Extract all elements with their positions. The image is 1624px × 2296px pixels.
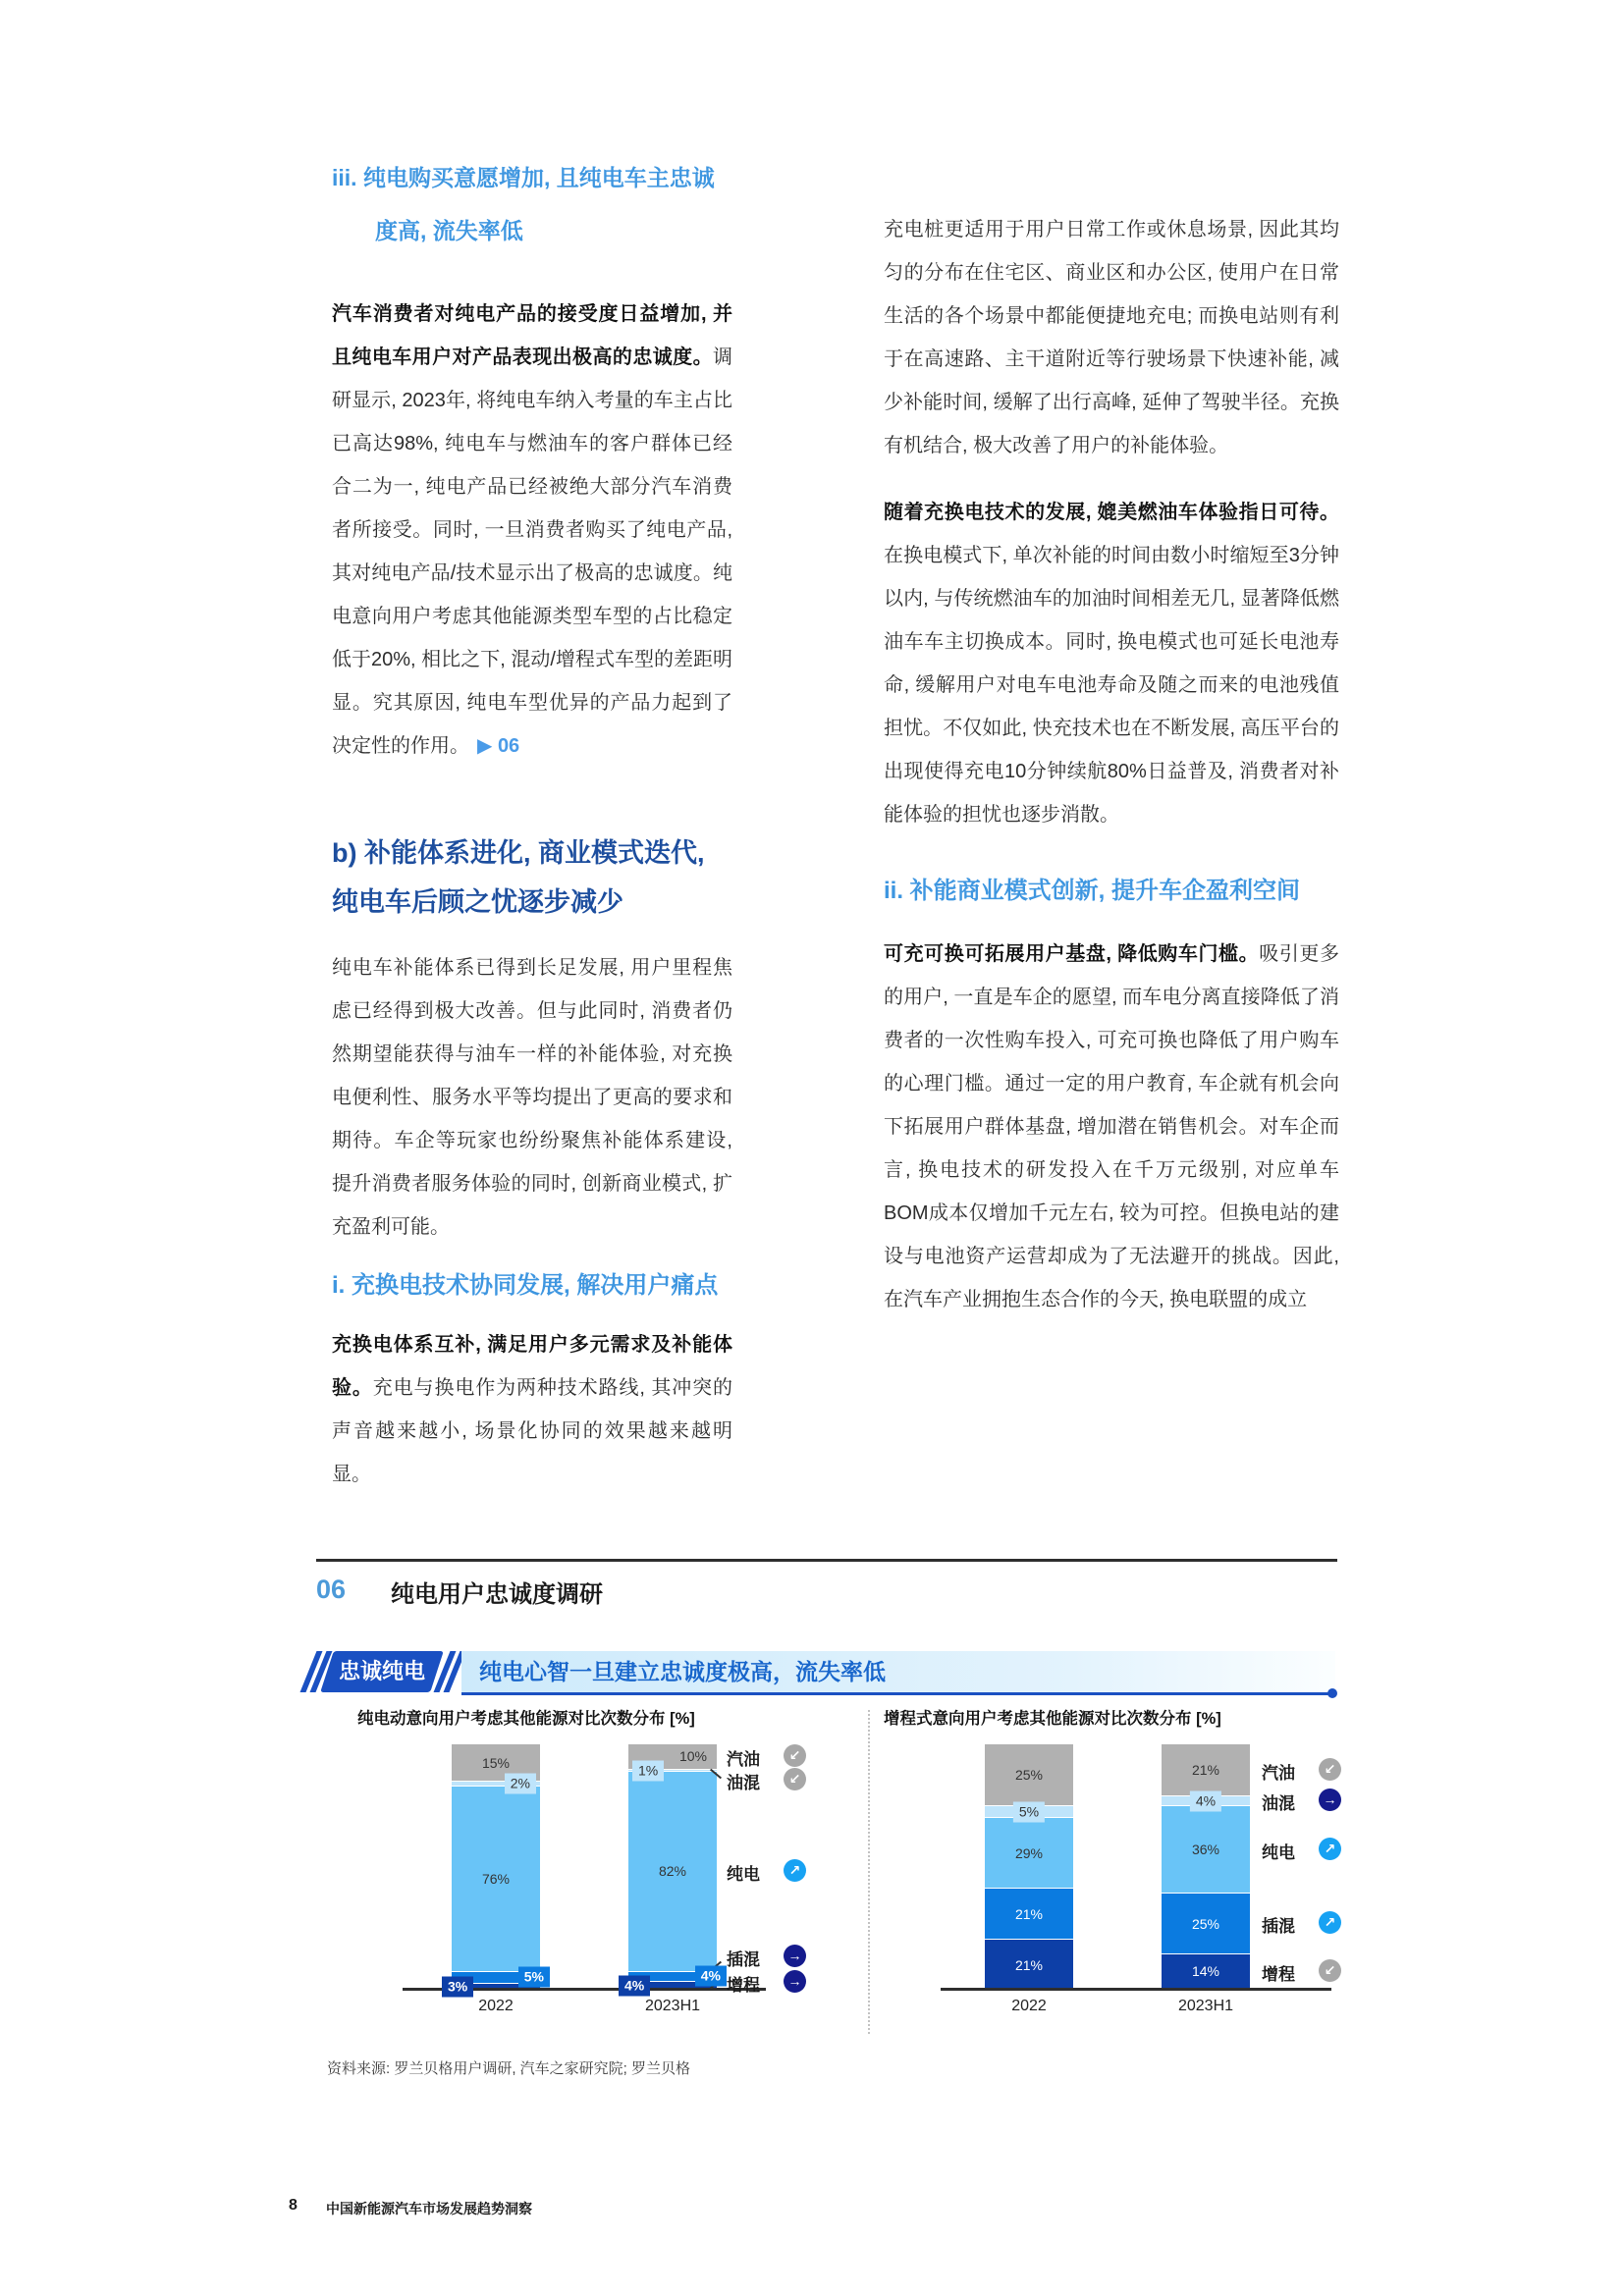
trend-flat-icon: → bbox=[784, 1945, 806, 1967]
legend-label-插混: 插混 bbox=[727, 1949, 760, 1969]
paragraph-lead: 汽车消费者对纯电产品的接受度日益增加, 并且纯电车用户对产品表现出极高的忠诚度。 bbox=[332, 303, 732, 368]
bar-segment-label: 82% bbox=[658, 1863, 687, 1880]
legend-label-纯电: 纯电 bbox=[727, 1864, 760, 1884]
bar-segment-label: 10% bbox=[678, 1748, 707, 1765]
banner-underline-dot bbox=[1327, 1688, 1337, 1698]
chart-erev-intenders bbox=[884, 1698, 1337, 2037]
bar-segment-label: 1% bbox=[632, 1760, 664, 1781]
footer-report-title: 中国新能源汽车市场发展趋势洞察 bbox=[326, 2201, 532, 2216]
section-heading-ii: ii. 补能商业模式创新, 提升车企盈利空间 bbox=[884, 878, 1301, 904]
bar-segment-label: 14% bbox=[1191, 1963, 1220, 1980]
right-paragraph-1: 充电桩更适用于用户日常工作或休息场景, 因此其均匀的分布在住宅区、商业区和办公区, 使用户在日常生活的各个场景中都能便捷地充电; 而换电站则有利于在高速路、主干道附近等行驶场景下快速补能, 减少补能时间, 缓解了出行高峰, 延伸了驾驶半径。充换有机结合, 极大改善了用户的补能体验。 bbox=[884, 219, 1339, 456]
banner-text: 纯电心智一旦建立忠诚度极高，流失率低 bbox=[461, 1651, 1335, 1692]
legend-label-汽油: 汽油 bbox=[727, 1750, 760, 1770]
trend-down-icon: ↙ bbox=[1319, 1959, 1341, 1982]
bar-segment-油混 bbox=[985, 1803, 1073, 1820]
source-note: 资料来源: 罗兰贝格用户调研, 汽车之家研究院; 罗兰贝格 bbox=[327, 2060, 691, 2077]
bar-segment-label: 3% bbox=[442, 1977, 473, 1998]
paragraph-text: 吸引更多的用户, 一直是车企的愿望, 而车电分离直接降低了消费者的一次性购车投入, 可充可换也降低了用户购车的心理门槛。通过一定的用户教育, 车企就有机会向下拓展用户群体基盘, 增加潜在销售机会。对车企而言, 换电技术的研发投入在千万元级别, 对应单车BOM成本仅增加千元左右, 较为可控。但换电站的建设与电池资产运营却成为了无法避开的挑战。因此, 在汽车产业拥抱生态合作的今天, 换电联盟的成立 bbox=[884, 943, 1339, 1310]
bar-segment-油混 bbox=[1162, 1792, 1250, 1809]
x-axis-label: 2022 bbox=[478, 1998, 514, 2014]
paragraph-lead: 可充可换可拓展用户基盘, 降低购车门槛。 bbox=[884, 943, 1260, 965]
bar-segment-label: 25% bbox=[1014, 1767, 1044, 1783]
right-paragraph-3 bbox=[884, 933, 1339, 1321]
left-column bbox=[332, 147, 732, 1496]
right-column bbox=[884, 147, 1339, 1321]
figure-top-rule bbox=[316, 1559, 1337, 1562]
trend-up-icon: ↗ bbox=[784, 1859, 806, 1882]
chart-bev-intenders bbox=[316, 1698, 868, 2037]
paragraph-text: 在换电模式下, 单次补能的时间由数小时缩短至3分钟以内, 与传统燃油车的加油时间相差无几, 显著降低燃油车车主切换成本。同时, 换电模式也可延长电池寿命, 缓解用户对电车电池寿命及随之而来的电池残值担忧。不仅如此, 快充技术也在不断发展, 高压平台的出现使得充电10分钟续航80%日益普及, 消费者对补能体验的担忧也逐步消散。 bbox=[884, 545, 1339, 826]
banner-badge-label: 忠诚纯电 bbox=[338, 1659, 425, 1683]
bar-segment-label: 21% bbox=[1191, 1762, 1220, 1779]
bar-segment-label: 25% bbox=[1191, 1915, 1220, 1932]
bar-segment-label: 4% bbox=[695, 1966, 727, 1987]
bar-segment-label: 29% bbox=[1014, 1844, 1044, 1861]
trend-flat-icon: → bbox=[1319, 1789, 1341, 1811]
bar-segment-label: 4% bbox=[619, 1975, 650, 1996]
right-paragraph-2 bbox=[884, 491, 1339, 836]
paragraph-text: 调研显示, 2023年, 将纯电车纳入考量的车主占比已高达98%, 纯电车与燃油车的客户群体已经合二为一, 纯电产品已经被绝大部分汽车消费者所接受。同时, 一旦消费者购买了纯电产品, 其对纯电产品/技术显示出了极高的忠诚度。纯电意向用户考虑其他能源类型车型的占比稳定低于20%, 相比之下, 混动/增程式车型的差距明显。究其原因, 纯电车型优异的产品力起到了决定性的作用。 bbox=[332, 347, 732, 757]
bar-segment-label: 76% bbox=[481, 1870, 511, 1887]
section-heading-b: b) 补能体系进化, 商业模式迭代, 纯电车后顾之忧逐步减少 bbox=[332, 838, 705, 917]
legend-label-汽油: 汽油 bbox=[1262, 1764, 1295, 1784]
x-axis-label: 2023H1 bbox=[1177, 1998, 1234, 2014]
trend-down-icon: ↙ bbox=[784, 1744, 806, 1767]
trend-up-icon: ↗ bbox=[1319, 1911, 1341, 1934]
left-paragraph-1 bbox=[332, 293, 732, 768]
bar-segment-纯电 bbox=[1162, 1805, 1250, 1893]
bar-segment-label: 21% bbox=[1014, 1956, 1044, 1973]
legend-label-油混: 油混 bbox=[727, 1774, 760, 1793]
x-axis-label: 2022 bbox=[1011, 1998, 1047, 2014]
bar-segment-纯电 bbox=[452, 1786, 540, 1970]
bar-segment-插混 bbox=[985, 1888, 1073, 1939]
bar-segment-汽油 bbox=[985, 1744, 1073, 1805]
figure-ref-06[interactable]: ▶ 06 bbox=[477, 735, 520, 757]
bar-segment-纯电 bbox=[628, 1771, 717, 1970]
legend-label-插混: 插混 bbox=[1262, 1917, 1295, 1937]
stacked-bar-2023H1 bbox=[624, 1744, 721, 1994]
bar-segment-label: 2% bbox=[505, 1774, 536, 1794]
bar-segment-label: 5% bbox=[1013, 1801, 1045, 1822]
chart-divider bbox=[868, 1710, 870, 2034]
trend-down-icon: ↙ bbox=[1319, 1758, 1341, 1781]
stacked-bar-2022 bbox=[448, 1744, 544, 1995]
section-heading-iii: iii. 纯电购买意愿增加, 且纯电车主忠诚度高, 流失率低 bbox=[332, 165, 715, 243]
x-axis bbox=[941, 1988, 1331, 1991]
stacked-bar-2022 bbox=[985, 1744, 1073, 1990]
x-axis-label: 2023H1 bbox=[644, 1998, 701, 2014]
trend-down-icon: ↙ bbox=[784, 1768, 806, 1790]
trend-up-icon: ↗ bbox=[1319, 1838, 1341, 1860]
banner-underline bbox=[461, 1692, 1331, 1695]
legend-label-增程: 增程 bbox=[1262, 1964, 1295, 1984]
bar-segment-label: 5% bbox=[518, 1967, 550, 1988]
bar-segment-增程 bbox=[1162, 1953, 1250, 1988]
paragraph-text: 充电与换电作为两种技术路线, 其冲突的声音越来越小, 场景化协同的效果越来越明显。 bbox=[332, 1377, 732, 1485]
stacked-bar-2023H1 bbox=[1162, 1744, 1250, 1988]
bar-segment-label: 36% bbox=[1191, 1842, 1220, 1858]
legend-label-纯电: 纯电 bbox=[1262, 1842, 1295, 1862]
bar-segment-label: 15% bbox=[481, 1754, 511, 1771]
chart-title: 增程式意向用户考虑其他能源对比次数分布 [%] bbox=[884, 1710, 1221, 1728]
bar-segment-增程 bbox=[985, 1939, 1073, 1990]
chart-title: 纯电动意向用户考虑其他能源对比次数分布 [%] bbox=[357, 1710, 695, 1728]
bar-segment-label: 4% bbox=[1190, 1790, 1221, 1811]
page-number: 8 bbox=[289, 2197, 298, 2214]
bar-segment-汽油 bbox=[1162, 1744, 1250, 1795]
figure-number: 06 bbox=[316, 1575, 347, 1604]
bar-segment-label: 21% bbox=[1014, 1905, 1044, 1922]
legend-label-增程: 增程 bbox=[727, 1975, 760, 1995]
left-paragraph-3 bbox=[332, 1323, 732, 1496]
figure-title: 纯电用户忠诚度调研 bbox=[391, 1581, 603, 1608]
bar-segment-插混 bbox=[1162, 1893, 1250, 1953]
section-heading-i: i. 充换电技术协同发展, 解决用户痛点 bbox=[332, 1272, 719, 1299]
paragraph-lead: 充换电体系互补, 满足用户多元需求及补能体验。 bbox=[332, 1334, 732, 1399]
trend-flat-icon: → bbox=[784, 1970, 806, 1993]
paragraph-lead: 随着充换电技术的发展, 媲美燃油车体验指日可待。 bbox=[884, 502, 1339, 523]
left-paragraph-2: 纯电车补能体系已得到长足发展, 用户里程焦虑已经得到极大改善。但与此同时, 消费者仍然期望能获得与油车一样的补能体验, 对充换电便利性、服务水平等均提出了更高的要求和期待。车企等玩家也纷纷聚焦补能体系建设, 提升消费者服务体验的同时, 创新商业模式, 扩充盈利可能。 bbox=[332, 957, 732, 1238]
bar-segment-纯电 bbox=[985, 1817, 1073, 1888]
legend-label-油混: 油混 bbox=[1262, 1794, 1295, 1814]
